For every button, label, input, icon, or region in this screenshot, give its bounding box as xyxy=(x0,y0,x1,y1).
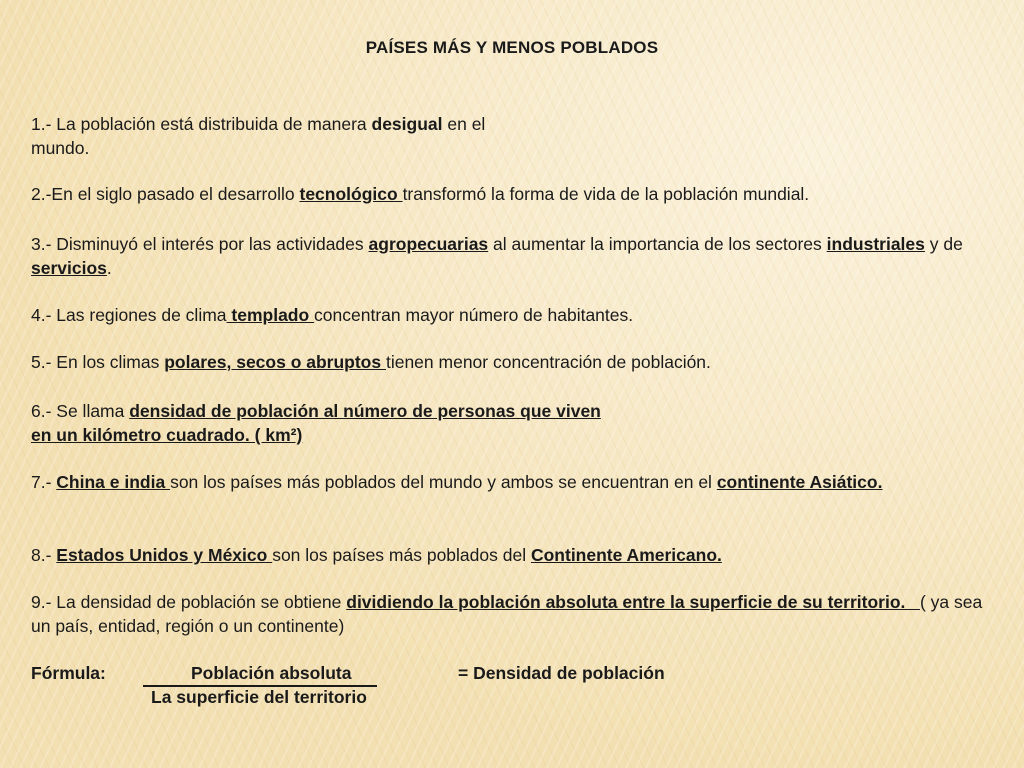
emphasis-desigual: desigual xyxy=(371,114,443,134)
paragraph-6 xyxy=(31,399,1006,447)
keyword-china-india: China e india xyxy=(56,472,171,492)
keyword-industriales: industriales xyxy=(826,234,925,254)
keyword-servicios: servicios xyxy=(31,258,107,278)
formula-result: = Densidad de población xyxy=(458,663,665,683)
paragraph-9 xyxy=(31,590,1006,638)
keyword-continente-americano: Continente Americano. xyxy=(530,545,722,565)
text: transformó la forma de vida de la población mundial. xyxy=(402,184,810,204)
formula-denominator: La superficie del territorio xyxy=(151,687,367,707)
text: al aumentar la importancia de los sectores xyxy=(488,234,827,254)
keyword-continente-asiatico: continente Asiático. xyxy=(716,472,883,492)
text: son los países más poblados del mundo y ambos se encuentran en el xyxy=(170,472,717,492)
formula-label: Fórmula: xyxy=(31,663,106,683)
paragraph-3 xyxy=(31,232,1006,280)
text: 3.- Disminuyó el interés por las actividades xyxy=(31,234,369,254)
paragraph-4 xyxy=(31,303,1006,327)
text: concentran mayor número de habitantes. xyxy=(314,305,634,325)
keyword-tecnologico: tecnológico xyxy=(299,184,403,204)
text: tienen menor concentración de población. xyxy=(385,352,711,372)
keyword-agropecuarias: agropecuarias xyxy=(368,234,489,254)
text: en el xyxy=(442,114,486,134)
paragraph-8 xyxy=(31,543,1006,567)
text: 8.- xyxy=(31,545,57,565)
keyword-km2: en un kilómetro cuadrado. ( km²) xyxy=(31,425,303,445)
text: 9.- La densidad de población se obtiene xyxy=(31,592,347,612)
page-title: PAÍSES MÁS Y MENOS POBLADOS xyxy=(365,38,659,57)
text: mundo. xyxy=(31,138,90,158)
keyword-densidad-def: densidad de población al número de personas que viven xyxy=(129,401,601,421)
text: 6.- Se llama xyxy=(31,401,130,421)
keyword-templado: templado xyxy=(226,305,315,325)
text: 1.- La población está distribuida de manera xyxy=(31,114,372,134)
text: ( ya sea un país, entidad, región o un continente) xyxy=(31,592,983,636)
paragraph-5 xyxy=(31,350,1006,374)
keyword-climas: polares, secos o abruptos xyxy=(164,352,386,372)
text: . xyxy=(106,258,112,278)
keyword-eeuu-mexico: Estados Unidos y México xyxy=(56,545,273,565)
text: 4.- Las regiones de clima xyxy=(31,305,227,325)
paragraph-1 xyxy=(31,112,1006,160)
text: 5.- En los climas xyxy=(31,352,165,372)
paragraph-7 xyxy=(31,470,1006,494)
text: 7.- xyxy=(31,472,57,492)
text: son los países más poblados del xyxy=(272,545,531,565)
keyword-dividiendo: dividiendo la población absoluta entre la superficie de su territorio. xyxy=(346,592,920,612)
text: y de xyxy=(924,234,963,254)
formula-numerator: Población absoluta xyxy=(143,661,377,687)
paragraph-2 xyxy=(31,182,1006,206)
text: 2.-En el siglo pasado el desarrollo xyxy=(31,184,300,204)
